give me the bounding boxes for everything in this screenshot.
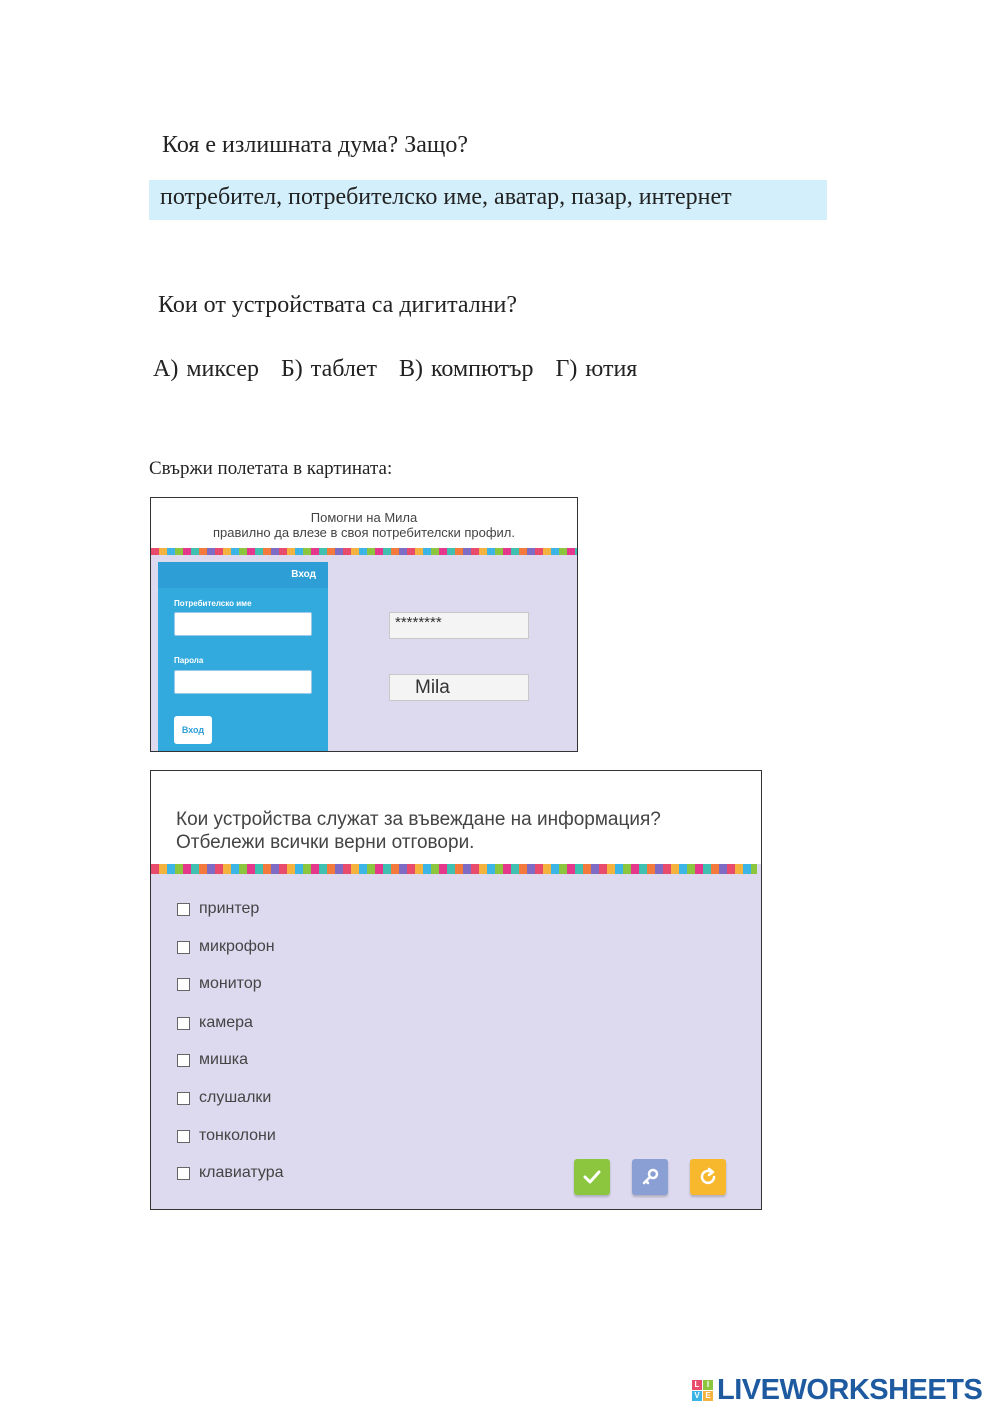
checkbox[interactable]: [177, 903, 190, 916]
refresh-icon: [697, 1166, 719, 1188]
quiz-option[interactable]: микрофон: [177, 937, 275, 957]
login-submit-button[interactable]: Вход: [174, 716, 212, 744]
show-answers-button[interactable]: [632, 1159, 668, 1195]
quiz-option[interactable]: мишка: [177, 1050, 248, 1070]
color-stripe: [151, 548, 577, 555]
quiz-title-line2: Отбележи всички верни отговори.: [176, 832, 475, 853]
username-drop-field[interactable]: [174, 612, 312, 636]
checkbox[interactable]: [177, 1130, 190, 1143]
question-3-prompt: Свържи полетата в картината:: [149, 458, 393, 479]
check-answers-button[interactable]: [574, 1159, 610, 1195]
option-d: Г) ютия: [555, 356, 638, 382]
reset-button[interactable]: [690, 1159, 726, 1195]
quiz-header: [151, 771, 761, 864]
login-panel-header: [151, 498, 577, 548]
drag-item-password[interactable]: ********: [389, 612, 529, 639]
quiz-option[interactable]: камера: [177, 1013, 253, 1033]
password-label: Парола: [174, 656, 204, 665]
question-1-prompt: Коя е излишната дума? Защо?: [162, 132, 469, 158]
quiz-title-line1: Кои устройства служат за въвеждане на информация?: [176, 809, 661, 830]
question-2-options: [153, 356, 651, 383]
word-list: потребител, потребителско име, аватар, пазар, интернет: [160, 184, 732, 210]
checkbox[interactable]: [177, 941, 190, 954]
login-header-line1: Помогни на Мила: [310, 510, 418, 525]
quiz-option[interactable]: тонколони: [177, 1126, 276, 1146]
drag-item-username[interactable]: Mila: [389, 674, 529, 701]
option-b: Б) таблет: [281, 356, 377, 382]
question-2-prompt: Кои от устройствата са дигитални?: [158, 292, 518, 318]
checkbox[interactable]: [177, 1017, 190, 1030]
logo-text: LIVEWORKSHEETS: [717, 1374, 983, 1406]
liveworksheets-logo: [692, 1374, 982, 1407]
quiz-option[interactable]: принтер: [177, 899, 259, 919]
quiz-option[interactable]: монитор: [177, 974, 262, 994]
username-label: Потребителско име: [174, 599, 252, 608]
option-a: А) миксер: [153, 356, 260, 382]
login-tab[interactable]: Вход: [158, 562, 328, 588]
checkbox[interactable]: [177, 978, 190, 991]
checkbox[interactable]: [177, 1054, 190, 1067]
quiz-option[interactable]: клавиатура: [177, 1163, 284, 1183]
login-form: [158, 562, 328, 752]
key-icon: [639, 1166, 661, 1188]
checkbox[interactable]: [177, 1167, 190, 1180]
quiz-option[interactable]: слушалки: [177, 1088, 271, 1108]
color-stripe: [151, 864, 757, 874]
password-drop-field[interactable]: [174, 670, 312, 694]
login-header-line2: правилно да влезе в своя потребителски профил.: [212, 525, 516, 540]
check-icon: [581, 1166, 603, 1188]
input-devices-quiz: [150, 770, 762, 1210]
option-c: В) компютър: [398, 356, 534, 382]
logo-grid-icon: L I V E: [692, 1380, 713, 1401]
checkbox[interactable]: [177, 1092, 190, 1105]
login-match-panel: [150, 497, 578, 752]
